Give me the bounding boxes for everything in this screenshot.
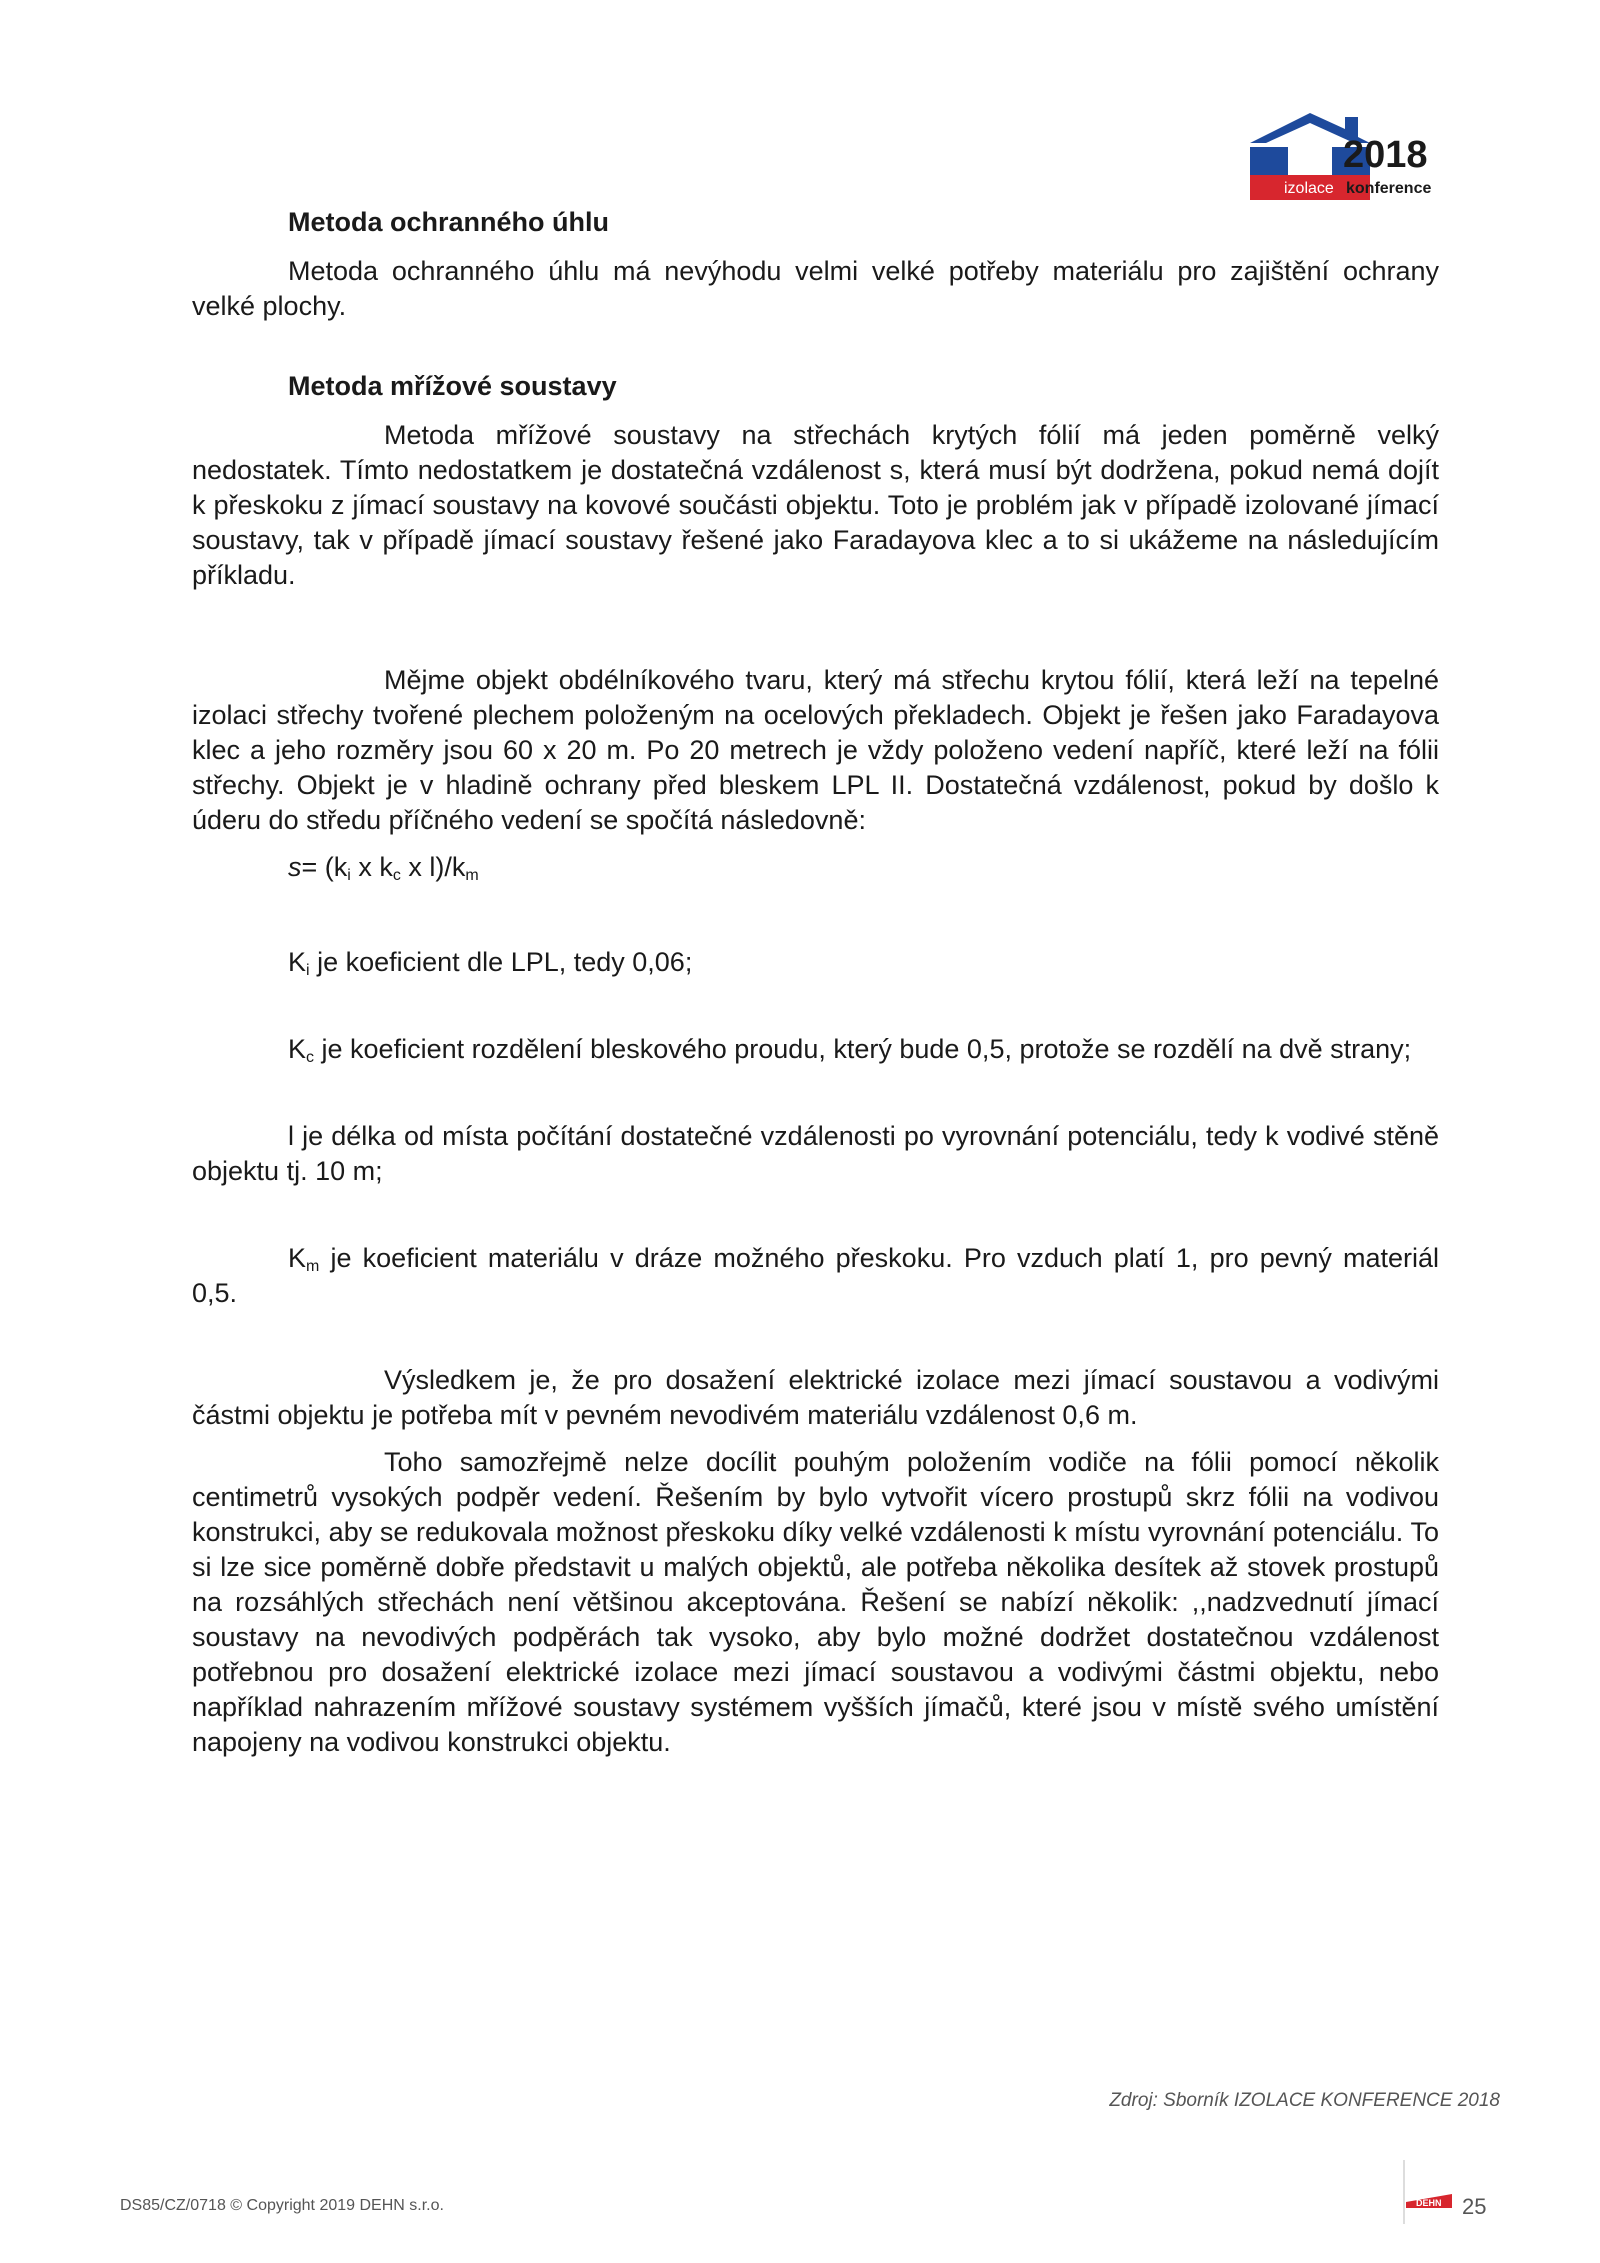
logo-event: konference (1346, 180, 1432, 197)
dehn-logo-text: DEHN (1416, 2198, 1442, 2208)
page-number: 25 (1462, 2194, 1487, 2219)
logo-brand: izolace (1284, 180, 1334, 197)
formula-separation-distance: $s= (k_i$ x $k_c$ x $l)/k_m$ (288, 852, 479, 884)
logo-year: 2018 (1343, 134, 1428, 176)
paragraph-example: Mějme objekt obdélníkového tvaru, který má střechu krytou fólií, která leží na tepelné izolaci střechy tvořené plechem položeným na ocelových překladech. Objekt je řešen jako Faradayova klec a jeho rozměry jsou 60 x 20 m. Po 20 metrech je vždy položeno vedení napříč, které leží na fólii střechy. Objekt je v hladině ochrany před bleskem LPL II. Dostatečná vzdálenost, pokud by došlo k úderu do středu příčného vedení se spočítá následovně: (192, 665, 1439, 835)
source-note: Zdroj: Sborník IZOLACE KONFERENCE 2018 (1109, 2090, 1500, 2111)
paragraph-mesh-method: Metoda mřížové soustavy na střechách krytých fólií má jeden poměrně velký nedostatek. Tímto nedostatkem je dostatečná vzdálenost s, která musí být dodržena, pokud nemá dojít k přeskoku z jímací soustavy na kovové součásti objektu. Toto je problém jak v případě izolované jímací soustavy, tak v případě jímací soustavy řešené jako Faradayova klec a to si ukážeme na následujícím příkladu. (192, 420, 1439, 590)
definition-ki: $K_i$ je koeficient dle LPL, tedy 0,06; (288, 947, 693, 979)
document-body (192, 205, 1439, 1760)
definition-kc: $K_c$ je koeficient rozdělení bleskového proudu, který bude 0,5, protože se rozdělí na dvě strany; (288, 1034, 1412, 1066)
formula-var: s (288, 852, 302, 882)
footer-copyright: DS85/CZ/0718 © Copyright 2019 DEHN s.r.o. (120, 2197, 444, 2214)
section-heading-mesh-method: Metoda mřížové soustavy (288, 371, 617, 401)
definition-l: l je délka od místa počítání dostatečné vzdálenosti po vyrovnání potenciálu, tedy k vodivé stěně objektu tj. 10 m; (192, 1121, 1439, 1186)
section-heading-protective-angle: Metoda ochranného úhlu (288, 207, 609, 237)
conference-logo (1250, 105, 1450, 200)
definition-km: $K_m$ je koeficient materiálu v dráze možného přeskoku. Pro vzduch platí 1, pro pevný materiál 0,5. (192, 1243, 1439, 1308)
paragraph-solution: Toho samozřejmě nelze docílit pouhým položením vodiče na fólii pomocí několik centimetrů vysokých podpěr vedení. Řešením by bylo vytvořit vícero prostupů skrz fólii na vodivou konstrukci, aby se redukovala možnost přeskoku díky velké vzdálenosti k místu vyrovnání potenciálu. To si lze sice poměrně dobře představit u malých objektů, ale potřeba několika desítek až stovek prostupů na rozsáhlých střechách není většinou akceptována. Řešení se nabízí několik: ,,nadzvednutí jímací soustavy na nevodivých podpěrách tak vysoko, aby bylo možné dodržet dostatečnou vzdálenost potřebnou pro dosažení elektrické izolace mezi jímací soustavou a vodivými částmi objektu, nebo například nahrazením mřížové soustavy systémem vyšších jímačů, které jsou v místě svého umístění napojeny na vodivou konstrukci objektu. (192, 1447, 1439, 1757)
paragraph-result: Výsledkem je, že pro dosažení elektrické izolace mezi jímací soustavou a vodivými částmi objektu je potřeba mít v pevném nevodivém materiálu vzdálenost 0,6 m. (192, 1365, 1439, 1430)
paragraph-protective-angle: Metoda ochranného úhlu má nevýhodu velmi velké potřeby materiálu pro zajištění ochrany velké plochy. (192, 256, 1439, 321)
dehn-logo (1400, 2160, 1456, 2224)
